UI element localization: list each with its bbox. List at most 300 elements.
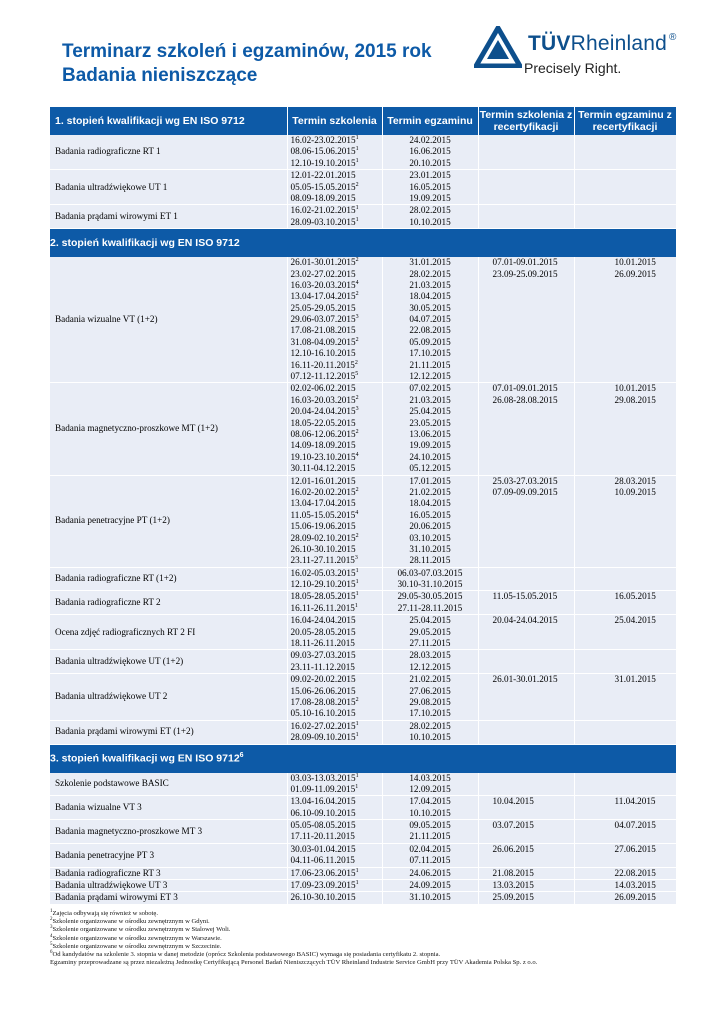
recert-training-dates	[478, 135, 574, 170]
footnote-number: 6	[50, 949, 53, 955]
training-date-text: 23.11-27.11.2015	[290, 555, 355, 566]
training-date-text: 16.02-05.03.2015	[290, 567, 356, 578]
exam-date	[383, 892, 478, 903]
exam-date	[383, 257, 478, 268]
training-date	[291, 291, 382, 302]
exam-date	[383, 303, 478, 314]
recert-exam-date	[615, 257, 676, 268]
recert-exam-date-text: 14.03.2015	[614, 880, 656, 891]
exam-dates	[382, 591, 478, 615]
recert-exam-date-text: 10.01.2015	[614, 383, 656, 394]
training-date	[291, 314, 382, 325]
exam-date	[383, 418, 478, 429]
header-training-date: Termin szkolenia	[287, 107, 382, 135]
header-level-1: 1. stopień kwalifikacji wg EN ISO 9712	[50, 107, 287, 135]
recert-training-dates	[478, 880, 574, 892]
recert-exam-dates	[574, 867, 676, 879]
recert-training-date	[493, 383, 574, 394]
training-date-text: 13.04-16.04.2015	[290, 796, 356, 807]
course-name: Badania wizualne VT 3	[50, 796, 287, 820]
table-row	[50, 170, 676, 205]
training-date	[291, 452, 382, 463]
exam-date-text: 31.10.2015	[409, 892, 451, 903]
course-name: Badania radiograficzne RT 2	[50, 591, 287, 615]
footnote-ref: 2	[355, 291, 359, 298]
course-name: Badania ultradźwiękowe UT (1+2)	[50, 650, 287, 674]
training-date	[291, 170, 382, 181]
training-date-text: 16.02-20.02.2015	[290, 486, 356, 497]
footnote-ref: 1	[355, 720, 359, 727]
training-date	[291, 579, 382, 590]
recert-exam-date	[615, 796, 676, 807]
footnote-ref: 2	[354, 359, 358, 366]
training-date	[291, 732, 382, 743]
table-body	[50, 135, 676, 904]
exam-date	[383, 280, 478, 291]
footnote-number: 5	[50, 941, 53, 947]
training-date-text: 11.05-15.05.2015	[290, 509, 356, 520]
table-row	[50, 567, 676, 591]
training-date-text: 16.02-27.02.2015	[290, 720, 356, 731]
footnote-ref: 1	[355, 867, 359, 874]
exam-date-text: 28.11.2015	[409, 555, 451, 566]
recert-exam-dates	[574, 843, 676, 867]
recert-training-date-text: 07.09-09.09.2015	[492, 486, 558, 497]
training-date	[291, 650, 382, 661]
exam-date	[383, 603, 478, 614]
exam-date	[383, 182, 478, 193]
exam-dates	[382, 880, 478, 892]
training-date	[291, 158, 382, 169]
recert-exam-date-text: 27.06.2015	[614, 843, 656, 854]
exam-date-text: 17.01.2015	[409, 475, 451, 486]
footnotes	[50, 910, 690, 967]
training-date-text: 17.11-20.11.2015	[290, 831, 355, 842]
training-dates	[287, 135, 382, 170]
exam-date-text: 31.10.2015	[409, 543, 451, 554]
exam-date	[383, 568, 478, 579]
exam-dates	[382, 720, 478, 744]
training-date-text: 04.11-06.11.2015	[290, 855, 355, 866]
training-date-text: 26.10-30.10.2015	[290, 892, 356, 903]
exam-dates	[382, 475, 478, 567]
exam-date	[383, 844, 478, 855]
exam-date-text: 29.05-30.05.2015	[397, 591, 463, 602]
exam-dates	[382, 892, 478, 904]
exam-date	[383, 615, 478, 626]
training-date-text: 08.09-18.09.2015	[290, 192, 356, 203]
exam-date-text: 12.12.2015	[409, 371, 451, 382]
exam-date-text: 16.06.2015	[409, 146, 451, 157]
training-date-text: 12.01-16.01.2015	[290, 475, 356, 486]
exam-date-text: 22.08.2015	[409, 325, 451, 336]
exam-date	[383, 732, 478, 743]
training-date	[291, 674, 382, 685]
exam-date-text: 20.10.2015	[409, 157, 451, 168]
training-date-text: 30.03-01.04.2015	[290, 843, 356, 854]
recert-exam-date-text: 28.03.2015	[614, 475, 656, 486]
footnote-ref: 2	[355, 486, 359, 493]
training-date	[291, 708, 382, 719]
exam-date	[383, 487, 478, 498]
footnote-number: 3	[50, 925, 53, 931]
recert-exam-date-text: 10.01.2015	[614, 257, 656, 268]
recert-exam-date	[615, 269, 676, 280]
training-date-text: 09.02-20.02.2015	[290, 674, 356, 685]
title-line-1: Terminarz szkoleń i egzaminów, 2015 rok	[62, 41, 432, 62]
footnote-ref: 1	[355, 157, 359, 164]
exam-dates	[382, 135, 478, 170]
exam-date-text: 07.11.2015	[409, 855, 451, 866]
training-date	[291, 257, 382, 268]
training-dates	[287, 880, 382, 892]
training-date-text: 25.05-29.05.2015	[290, 302, 356, 313]
exam-dates	[382, 867, 478, 879]
exam-dates	[382, 796, 478, 820]
exam-date-text: 30.10-31.10.2015	[397, 579, 463, 590]
exam-date	[383, 555, 478, 566]
exam-date	[383, 371, 478, 382]
training-date	[291, 383, 382, 394]
recert-training-date	[493, 820, 574, 831]
training-date-text: 16.04-24.04.2015	[290, 615, 356, 626]
footnote-text: Od kandydatów na szkolenie 3. stopnia w danej metodzie (oprócz Szkolenia podstawowego BASIC) wymaga się posiadania certyfikatu 2. stopnia.	[52, 951, 441, 959]
training-dates	[287, 650, 382, 674]
exam-dates	[382, 170, 478, 205]
recert-exam-date	[615, 383, 676, 394]
training-date	[291, 498, 382, 509]
training-date-text: 17.06-23.06.2015	[290, 867, 356, 878]
training-date-text: 17.09-23.09.2015	[290, 880, 356, 891]
exam-date	[383, 591, 478, 602]
table-row	[50, 867, 676, 879]
exam-date	[383, 440, 478, 451]
training-date-text: 17.08-21.08.2015	[290, 325, 356, 336]
exam-dates	[382, 257, 478, 383]
recert-exam-date-text: 22.08.2015	[614, 867, 656, 878]
exam-date	[383, 291, 478, 302]
exam-date	[383, 476, 478, 487]
exam-dates	[382, 820, 478, 844]
table-row	[50, 674, 676, 721]
recert-training-date	[493, 844, 574, 855]
exam-date	[383, 533, 478, 544]
training-date	[291, 371, 382, 382]
exam-date	[383, 544, 478, 555]
recert-exam-date-text: 31.01.2015	[614, 674, 656, 685]
footnote-ref: 1	[355, 772, 359, 779]
schedule-table	[50, 107, 677, 905]
exam-date	[383, 498, 478, 509]
footnote-ref: 5	[355, 370, 359, 377]
course-name: Ocena zdjęć radiograficznych RT 2 FI	[50, 615, 287, 650]
header-recert-training: Termin szkolenia z recertyfikacji	[479, 109, 573, 133]
recert-training-date-text: 26.06.2015	[492, 843, 534, 854]
exam-dates	[382, 383, 478, 475]
training-date	[291, 603, 382, 614]
training-dates	[287, 615, 382, 650]
course-name: Badania magnetyczno-proszkowe MT 3	[50, 820, 287, 844]
exam-date	[383, 808, 478, 819]
recert-exam-date-text: 26.09.2015	[614, 892, 656, 903]
footnote-ref: 3	[354, 555, 358, 562]
exam-date	[383, 337, 478, 348]
training-date-text: 20.04-24.04.2015	[290, 406, 356, 417]
exam-date-text: 19.09.2015	[409, 440, 451, 451]
exam-date	[383, 784, 478, 795]
recert-exam-dates	[574, 773, 676, 796]
exam-date	[383, 880, 478, 891]
recert-exam-date-text: 04.07.2015	[614, 820, 656, 831]
exam-date	[383, 314, 478, 325]
exam-date-text: 23.01.2015	[409, 170, 451, 181]
training-dates	[287, 591, 382, 615]
training-date-text: 12.10-29.10.2015	[290, 579, 356, 590]
training-dates	[287, 674, 382, 721]
course-name: Badania ultradźwiękowe UT 3	[50, 880, 287, 892]
training-date-text: 26.01-30.01.2015	[290, 257, 356, 268]
section-title-text: 3. stopień kwalifikacji wg EN ISO 9712	[50, 752, 240, 765]
training-date	[291, 544, 382, 555]
recert-training-dates	[478, 796, 574, 820]
footnote-ref: 1	[355, 134, 359, 141]
recert-training-dates	[478, 867, 574, 879]
exam-dates	[382, 773, 478, 796]
training-date	[291, 337, 382, 348]
footnote-ref: 1	[355, 732, 359, 739]
recert-exam-date-text: 29.08.2015	[614, 394, 656, 405]
recert-training-dates	[478, 383, 574, 475]
exam-date-text: 21.11.2015	[409, 831, 451, 842]
section-header-3	[50, 744, 676, 773]
header-recert-exam: Termin egzaminu z recertyfikacji	[574, 107, 676, 135]
exam-date	[383, 193, 478, 204]
exam-date-text: 18.04.2015	[409, 498, 451, 509]
recert-training-dates	[478, 170, 574, 205]
recert-training-date	[493, 674, 574, 685]
recert-training-date	[493, 395, 574, 406]
header-exam-date: Termin egzaminu	[382, 107, 478, 135]
section-title-text: 2. stopień kwalifikacji wg EN ISO 9712	[50, 237, 240, 250]
training-date	[291, 303, 382, 314]
training-dates	[287, 475, 382, 567]
training-dates	[287, 383, 382, 475]
exam-date	[383, 360, 478, 371]
exam-date	[383, 674, 478, 685]
recert-training-date-text: 20.04-24.04.2015	[492, 615, 558, 626]
exam-date	[383, 325, 478, 336]
exam-dates	[382, 674, 478, 721]
recert-exam-date	[615, 820, 676, 831]
recert-exam-dates	[574, 257, 676, 383]
recert-exam-dates	[574, 135, 676, 170]
recert-exam-date	[615, 880, 676, 891]
exam-date	[383, 217, 478, 228]
course-name: Badania prądami wirowymi ET (1+2)	[50, 720, 287, 744]
section-header-2	[50, 229, 676, 258]
table-row	[50, 135, 676, 170]
training-date-text: 28.09-09.10.2015	[290, 732, 356, 743]
recert-training-date-text: 10.04.2015	[492, 796, 534, 807]
training-date	[291, 533, 382, 544]
table-row	[50, 796, 676, 820]
recert-training-date-text: 13.03.2015	[492, 880, 534, 891]
training-date-text: 15.06-19.06.2015	[290, 521, 356, 532]
training-date	[291, 662, 382, 673]
training-dates	[287, 170, 382, 205]
training-dates	[287, 567, 382, 591]
recert-training-date-text: 03.07.2015	[492, 820, 534, 831]
training-date	[291, 638, 382, 649]
recert-training-date-text: 25.09.2015	[492, 892, 534, 903]
recert-training-date	[493, 487, 574, 498]
training-date-text: 14.09-18.09.2015	[290, 440, 356, 451]
exam-date-text: 28.02.2015	[409, 268, 451, 279]
footnote-text: Zajęcia odbywają się również w sobotę.	[52, 910, 158, 917]
exam-date-text: 02.04.2015	[409, 843, 451, 854]
training-date	[291, 325, 382, 336]
training-date	[291, 146, 382, 157]
footnote-text: Szkolenie organizowane w ośrodku zewnętrznym w Szczecinie.	[52, 942, 222, 950]
training-date	[291, 868, 382, 879]
footnote-ref: 1	[355, 205, 359, 212]
training-date	[291, 487, 382, 498]
footnote-text: Szkolenie organizowane w ośrodku zewnętrznym w Warszawie.	[52, 934, 222, 942]
training-date	[291, 855, 382, 866]
title-line-2: Badania nieniszczące	[62, 65, 258, 86]
training-date-text: 20.05-28.05.2015	[290, 626, 356, 637]
training-date	[291, 555, 382, 566]
recert-exam-dates	[574, 892, 676, 904]
footnote-ref: 4	[355, 509, 359, 516]
training-date-text: 07.12-11.12.2015	[290, 371, 356, 382]
exam-date-text: 21.11.2015	[409, 359, 451, 370]
table-row	[50, 880, 676, 892]
recert-training-dates	[478, 674, 574, 721]
training-date-text: 16.02-23.02.2015	[290, 135, 356, 145]
footnote-number: 1	[50, 908, 53, 914]
footnote	[50, 959, 690, 967]
exam-date	[383, 579, 478, 590]
exam-date	[383, 510, 478, 521]
recert-exam-dates	[574, 674, 676, 721]
exam-date-text: 13.06.2015	[409, 428, 451, 439]
training-date-text: 05.05-08.05.2015	[290, 820, 356, 831]
recert-exam-date	[615, 487, 676, 498]
recert-training-date	[493, 880, 574, 891]
exam-date	[383, 406, 478, 417]
recert-exam-date	[615, 615, 676, 626]
footnote	[50, 935, 690, 943]
training-date	[291, 521, 382, 532]
exam-date	[383, 721, 478, 732]
exam-date	[383, 831, 478, 842]
exam-date-text: 21.02.2015	[409, 674, 451, 685]
training-date-text: 30.11-04.12.2015	[290, 463, 356, 474]
section-title	[50, 229, 676, 258]
exam-date-text: 09.05.2015	[409, 820, 451, 831]
course-name: Badania prądami wirowymi ET 3	[50, 892, 287, 904]
table-row	[50, 205, 676, 229]
exam-date-text: 21.03.2015	[409, 279, 451, 290]
recert-exam-date	[615, 395, 676, 406]
training-date-text: 12.10-19.10.2015	[290, 157, 356, 168]
training-date-text: 16.03-20.03.2015	[290, 279, 356, 290]
footnote-ref: 3	[355, 406, 359, 413]
exam-date-text: 14.03.2015	[409, 772, 451, 783]
recert-training-date	[493, 868, 574, 879]
course-name: Badania radiograficzne RT (1+2)	[50, 567, 287, 591]
recert-exam-dates	[574, 820, 676, 844]
recert-exam-dates	[574, 383, 676, 475]
recert-exam-date-text: 10.09.2015	[614, 486, 656, 497]
tuv-triangle-icon	[474, 26, 522, 68]
exam-date	[383, 269, 478, 280]
footnote-ref: 1	[355, 880, 359, 886]
exam-date-text: 19.09.2015	[409, 192, 451, 203]
exam-date	[383, 638, 478, 649]
table-row	[50, 615, 676, 650]
training-date	[291, 697, 382, 708]
training-date-text: 15.06-26.06.2015	[290, 685, 356, 696]
footnote-ref: 2	[355, 428, 359, 435]
training-date	[291, 406, 382, 417]
recert-training-date	[493, 892, 574, 903]
training-date	[291, 686, 382, 697]
training-date	[291, 395, 382, 406]
exam-date-text: 06.03-07.03.2015	[397, 567, 463, 578]
exam-date	[383, 855, 478, 866]
footnote-ref: 1	[355, 783, 359, 790]
recert-training-date-text: 25.03-27.03.2015	[492, 475, 558, 486]
exam-date-text: 18.04.2015	[409, 291, 451, 302]
training-date-text: 26.10-30.10.2015	[290, 543, 356, 554]
training-date-text: 17.08-28.08.2015	[290, 696, 356, 707]
training-date-text: 13.04-17.04.2015	[290, 498, 356, 509]
course-name: Badania penetracyjne PT 3	[50, 843, 287, 867]
recert-training-dates	[478, 615, 574, 650]
course-name: Szkolenie podstawowe BASIC	[50, 773, 287, 796]
training-date-text: 18.05-22.05.2015	[290, 417, 356, 428]
exam-date-text: 24.06.2015	[409, 867, 451, 878]
training-date-text: 13.04-17.04.2015	[290, 291, 356, 302]
footnote-ref: 1	[355, 591, 359, 598]
exam-date	[383, 697, 478, 708]
training-date-text: 02.02-06.02.2015	[290, 383, 356, 394]
exam-date	[383, 627, 478, 638]
exam-date-text: 31.01.2015	[409, 257, 451, 268]
training-date-text: 18.05-28.05.2015	[290, 591, 356, 602]
course-name: Badania radiograficzne RT 1	[50, 135, 287, 170]
training-date	[291, 796, 382, 807]
training-date-text: 29.06-03.07.2015	[290, 314, 356, 325]
tuv-logo	[474, 26, 710, 82]
footnote-ref: 2	[355, 181, 359, 188]
recert-exam-date-text: 25.04.2015	[614, 615, 656, 626]
exam-date-text: 17.04.2015	[409, 796, 451, 807]
exam-dates	[382, 567, 478, 591]
exam-date-text: 21.03.2015	[409, 394, 451, 405]
recert-exam-dates	[574, 615, 676, 650]
section-title	[50, 744, 676, 773]
footnote-ref: 2	[355, 394, 359, 401]
training-dates	[287, 796, 382, 820]
training-date-text: 23.02-27.02.2015	[290, 268, 356, 279]
recert-exam-date-text: 26.09.2015	[614, 268, 656, 279]
exam-date	[383, 820, 478, 831]
recert-exam-dates	[574, 796, 676, 820]
training-dates	[287, 843, 382, 867]
